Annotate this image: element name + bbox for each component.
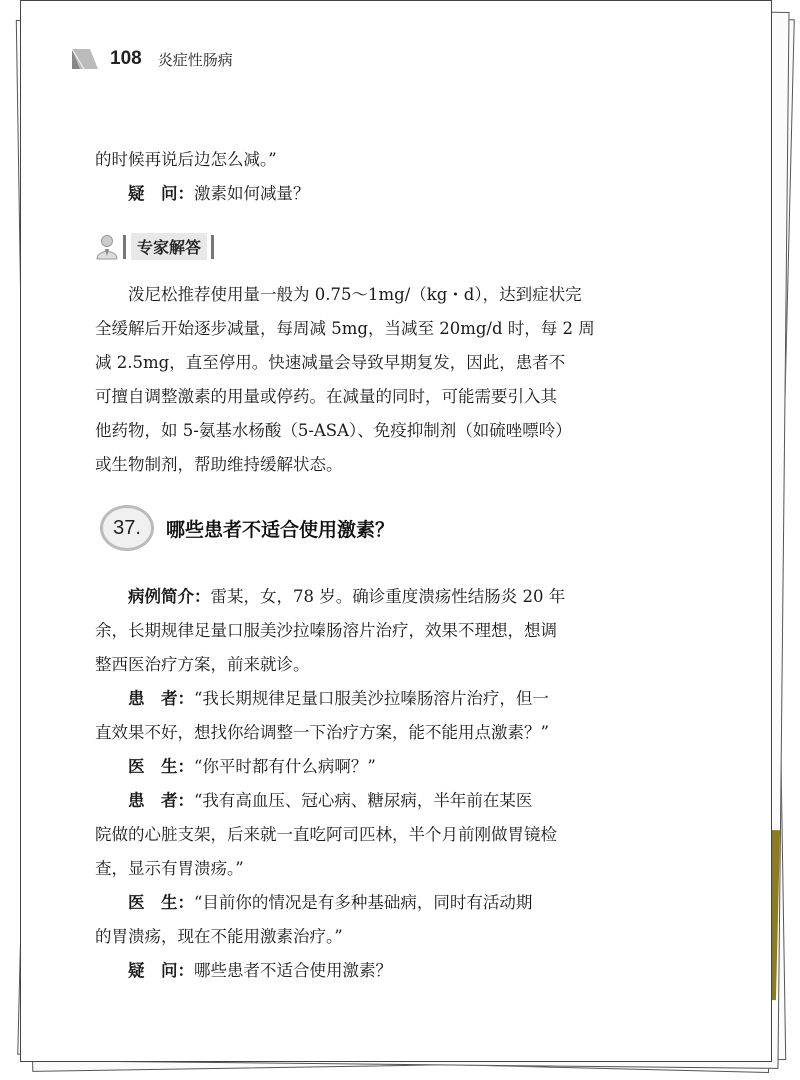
dialogue-line [95, 954, 655, 988]
dialogue-line [95, 750, 655, 784]
corner-mark-icon [72, 49, 98, 69]
page-number: 108 [110, 48, 142, 69]
page-header [72, 48, 233, 70]
expert-person-icon [96, 234, 118, 260]
expert-label: 专家解答 [131, 233, 207, 260]
paragraph-line: 余，长期规律足量口服美沙拉嗪肠溶片治疗，效果不理想，想调 [95, 621, 557, 640]
dialogue-line [95, 682, 655, 716]
continuation-line: 的时候再说后边怎么减。” [95, 150, 277, 169]
speaker-label: 疑 问： [128, 184, 194, 203]
question-text: 激素如何减量？ [194, 184, 310, 203]
question-heading [100, 505, 394, 551]
question-line [95, 177, 655, 211]
case-label: 病例简介： [128, 587, 211, 606]
dialogue-line: 院做的心脏支架，后来就一直吃阿司匹林，半个月前刚做胃镜检 [95, 825, 557, 844]
paragraph-line: 全缓解后开始逐步减量，每周减 5mg，当减至 20mg/d 时，每 2 周 [95, 319, 595, 338]
dialogue-text: “我有高血压、冠心病、糖尿病，半年前在某医 [194, 791, 533, 810]
dialogue-line [95, 886, 655, 920]
tag-divider [123, 235, 126, 259]
dialogue-line: 的胃溃疡，现在不能用激素治疗。” [95, 927, 343, 946]
case-text: 雷某，女，78 岁。确诊重度溃疡性结肠炎 20 年 [210, 587, 566, 606]
paragraph-line: 泼尼松推荐使用量一般为 0.75～1mg/（kg・d），达到症状完 [128, 285, 582, 304]
continuation-block [95, 143, 655, 211]
speaker-label: 疑 问： [128, 961, 194, 980]
dialogue-text: “我长期规律足量口服美沙拉嗪肠溶片治疗，但一 [194, 689, 549, 708]
dialogue-line: 直效果不好，想找你给调整一下治疗方案，能不能用点激素？” [95, 723, 549, 742]
paragraph-line: 可擅自调整激素的用量或停药。在减量的同时，可能需要引入其 [95, 387, 557, 406]
question-title: 哪些患者不适合使用激素？ [166, 518, 395, 541]
expert-answer-tag [96, 233, 214, 260]
speaker-label: 患 者： [128, 689, 194, 708]
dialogue-line: 查，显示有胃溃疡。” [95, 859, 244, 878]
paragraph-line: 减 2.5mg，直至停用。快速减量会导致早期复发，因此，患者不 [95, 353, 566, 372]
speaker-label: 医 生： [128, 893, 194, 912]
paragraph-line: 或生物制剂，帮助维持缓解状态。 [95, 455, 343, 474]
dialogue-text: “目前你的情况是有多种基础病，同时有活动期 [194, 893, 533, 912]
case-block [95, 580, 655, 988]
question-number-badge: 37. [100, 505, 154, 551]
paragraph-line [95, 580, 655, 614]
paragraph-line: 他药物，如 5-氨基水杨酸（5-ASA）、免疫抑制剂（如硫唑嘌呤） [95, 421, 572, 440]
speaker-label: 患 者： [128, 791, 194, 810]
dialogue-text: 哪些患者不适合使用激素？ [194, 961, 392, 980]
dialogue-text: “你平时都有什么病啊？” [194, 757, 376, 776]
tag-divider [211, 235, 214, 259]
speaker-label: 医 生： [128, 757, 194, 776]
paragraph-line: 整西医治疗方案，前来就诊。 [95, 655, 310, 674]
dialogue-line [95, 784, 655, 818]
expert-answer-text [95, 278, 655, 482]
running-title: 炎症性肠病 [157, 50, 233, 69]
